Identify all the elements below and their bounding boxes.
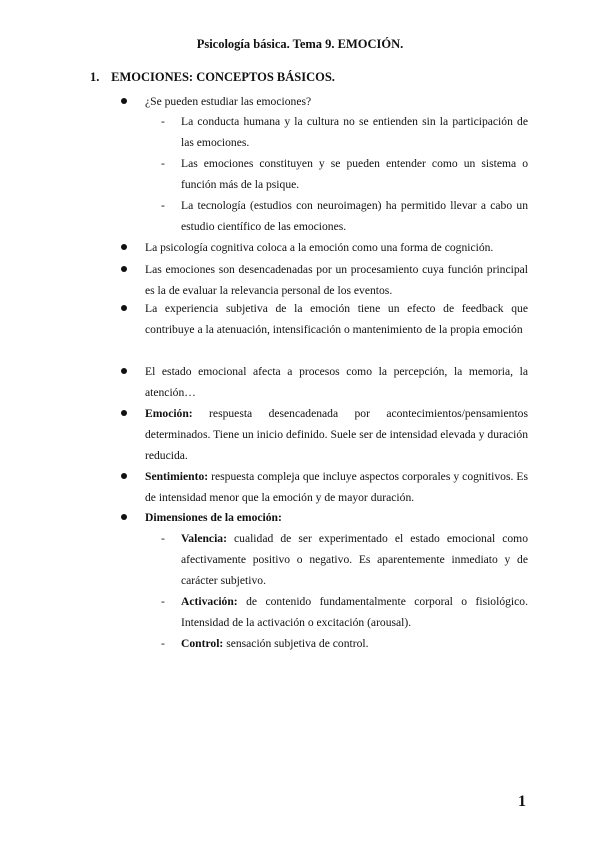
list-item-text: El estado emocional afecta a procesos como la percepción, la memoria, la atención… xyxy=(145,365,528,399)
list-item-text: ¿Se pueden estudiar las emociones? xyxy=(145,95,312,108)
list-item xyxy=(145,361,528,403)
bullet-icon xyxy=(121,473,127,479)
dash-icon: - xyxy=(161,637,165,650)
list-item xyxy=(145,91,528,112)
section-title: EMOCIONES: CONCEPTOS BÁSICOS. xyxy=(111,70,335,84)
list-item-text: La psicología cognitiva coloca a la emoción como una forma de cognición. xyxy=(145,241,494,254)
dash-icon: - xyxy=(161,115,165,128)
sub-list-item-text: de contenido fundamentalmente corporal o fisiológico. Intensidad de la activación o excitación (arousal). xyxy=(181,595,528,629)
bullet-icon xyxy=(121,98,127,104)
sub-list-item-text: cualidad de ser experimentado el estado emocional como afectivamente positivo o negativo. Es aparentemente inmediato y de carácter subjetivo. xyxy=(181,532,528,587)
list-item-text: Las emociones son desencadenadas por un procesamiento cuya función principal es la de evaluar la relevancia personal de los eventos. xyxy=(145,263,528,297)
term-label: Dimensiones de la emoción: xyxy=(145,511,282,524)
list-item xyxy=(145,237,528,258)
term-label: Emoción: xyxy=(145,407,193,420)
term-label: Sentimiento: xyxy=(145,470,209,483)
list-item xyxy=(145,507,528,528)
term-label: Activación: xyxy=(181,595,238,608)
bullet-icon xyxy=(121,305,127,311)
list-item-text: respuesta desencadenada por acontecimientos/pensamientos determinados. Tiene un inicio definido. Suele ser de intensidad elevada y duración reducida. xyxy=(145,407,528,462)
sub-list-item xyxy=(161,591,528,633)
page-title: Psicología básica. Tema 9. EMOCIÓN. xyxy=(196,37,404,51)
term-label: Control: xyxy=(181,637,224,650)
section-heading xyxy=(90,70,335,85)
sub-list-item xyxy=(161,633,528,654)
dash-icon: - xyxy=(161,595,165,608)
bullet-icon xyxy=(121,266,127,272)
list-item xyxy=(145,466,528,508)
list-item xyxy=(145,298,528,340)
sub-list-item xyxy=(161,528,528,591)
sub-list-item xyxy=(161,195,528,237)
bullet-icon xyxy=(121,410,127,416)
list-item xyxy=(145,403,528,466)
sub-list-item xyxy=(161,153,528,195)
list-item-text: La experiencia subjetiva de la emoción tiene un efecto de feedback que contribuye a la atenuación, intensificación o mantenimiento de la propia emoción xyxy=(145,302,528,336)
sub-list-item-text: Las emociones constituyen y se pueden entender como un sistema o función más de la psique. xyxy=(181,157,528,191)
bullet-icon xyxy=(121,514,127,520)
sub-list-item-text: La tecnología (estudios con neuroimagen) ha permitido llevar a cabo un estudio científico de las emociones. xyxy=(181,199,528,233)
page-number: 1 xyxy=(518,793,526,810)
bullet-icon xyxy=(121,244,127,250)
term-label: Valencia: xyxy=(181,532,227,545)
bullet-icon xyxy=(121,368,127,374)
list-item-text: respuesta compleja que incluye aspectos corporales y cognitivos. Es de intensidad menor que la emoción y de mayor duración. xyxy=(145,470,528,504)
dash-icon: - xyxy=(161,199,165,212)
section-number: 1. xyxy=(90,70,100,84)
list-item xyxy=(145,259,528,301)
dash-icon: - xyxy=(161,532,165,545)
sub-list-item xyxy=(161,111,528,153)
sub-list-item-text: sensación subjetiva de control. xyxy=(223,637,369,650)
dash-icon: - xyxy=(161,157,165,170)
sub-list-item-text: La conducta humana y la cultura no se entienden sin la participación de las emociones. xyxy=(181,115,528,149)
